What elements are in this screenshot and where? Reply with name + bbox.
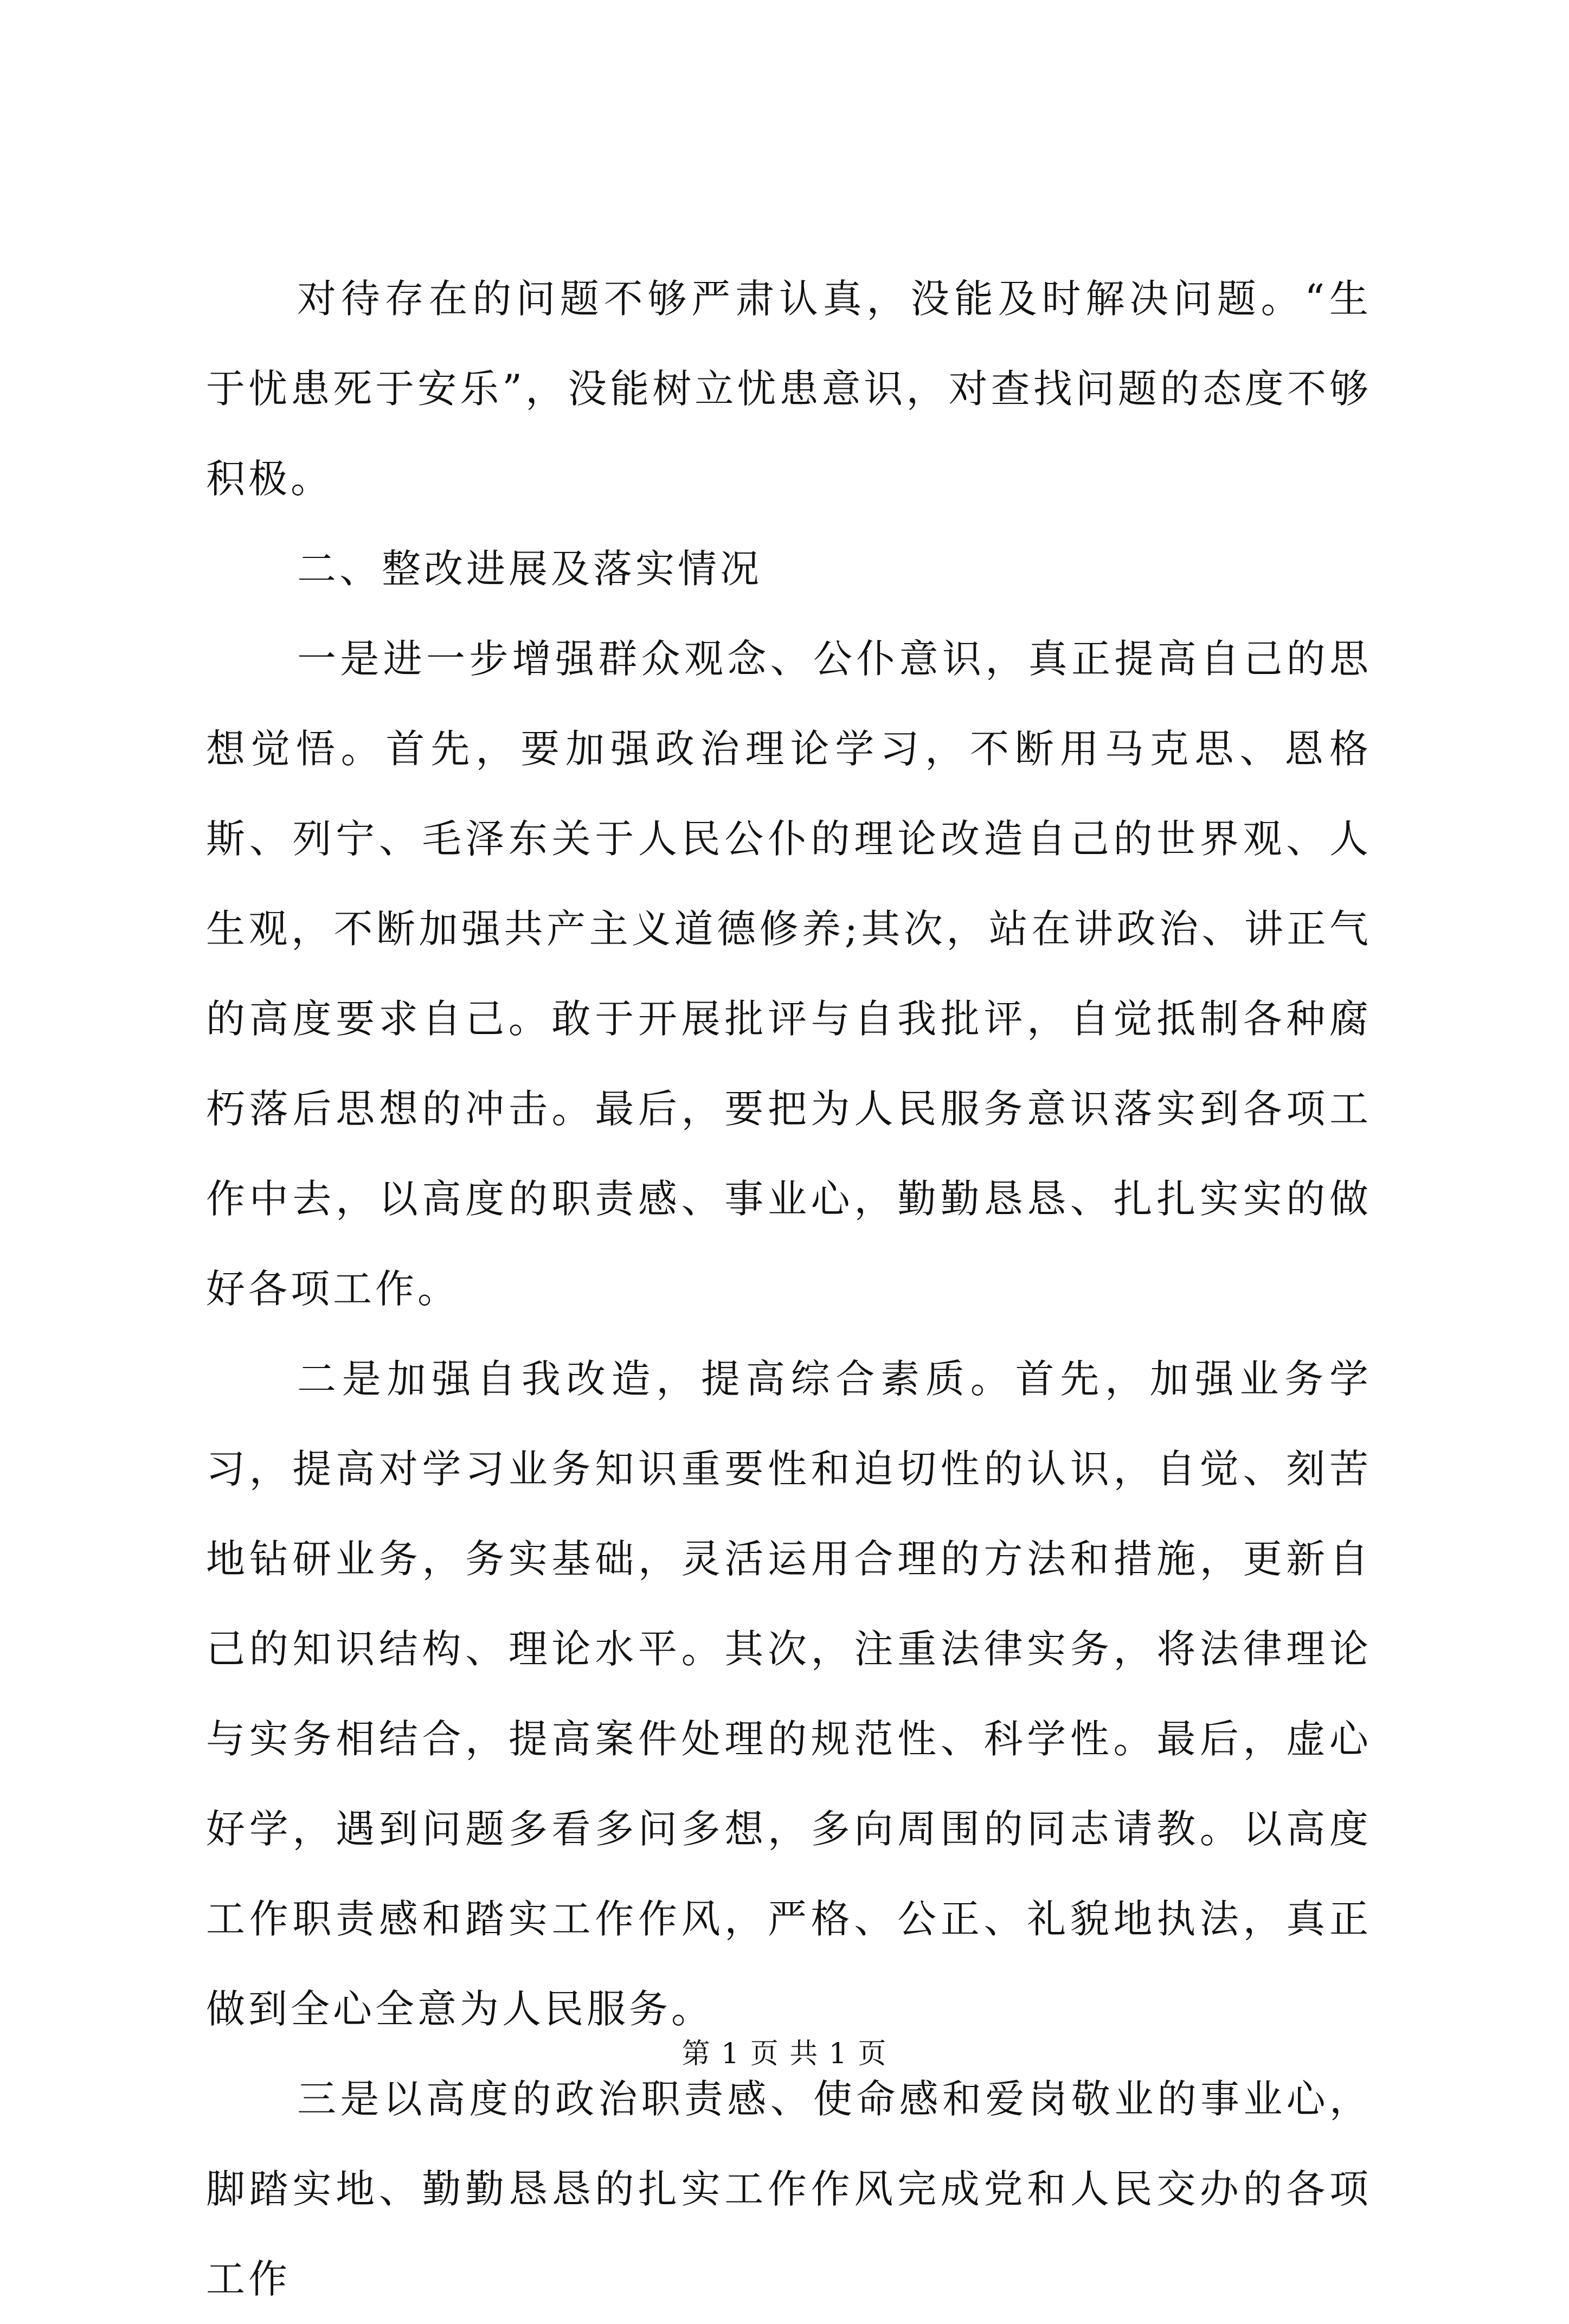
- document-body: [206, 254, 1372, 2324]
- page-footer: 第 1 页 共 1 页: [681, 2038, 888, 2070]
- paragraph-point-one: 一是进一步增强群众观念、公仆意识，真正提高自己的思想觉悟。首先，要加强政治理论学习，不断用马克思、恩格斯、列宁、毛泽东关于人民公仆的理论改造自己的世界观、人生观，不断加强共产主义道德修养;其次，站在讲政治、讲正气的高度要求自己。敢于开展批评与自我批评，自觉抵制各种腐朽落后思想的冲击。最后，要把为人民服务意识落实到各项工作中去，以高度的职责感、事业心，勤勤恳恳、扎扎实实的做好各项工作。: [206, 636, 1372, 1312]
- section-heading-rectification: 二、整改进展及落实情况: [297, 546, 763, 592]
- paragraph-point-two: 二是加强自我改造，提高综合素质。首先，加强业务学习，提高对学习业务知识重要性和迫切性的认识，自觉、刻苦地钻研业务，务实基础，灵活运用合理的方法和措施，更新自己的知识结构、理论水平。其次，注重法律实务，将法律理论与实务相结合，提高案件处理的规范性、科学性。最后，虚心好学，遇到问题多看多问多想，多向周围的同志请教。以高度工作职责感和踏实工作作风，严格、公正、礼貌地执法，真正做到全心全意为人民服务。: [206, 1356, 1372, 2032]
- paragraph-problem-attitude: 对待存在的问题不够严肃认真，没能及时解决问题。“生于忧患死于安乐”，没能树立忧患意识，对查找问题的态度不够积极。: [206, 276, 1372, 502]
- paragraph-point-three: 三是以高度的政治职责感、使命感和爱岗敬业的事业心，脚踏实地、勤勤恳恳的扎实工作作风完成党和人民交办的各项工作: [206, 2076, 1372, 2302]
